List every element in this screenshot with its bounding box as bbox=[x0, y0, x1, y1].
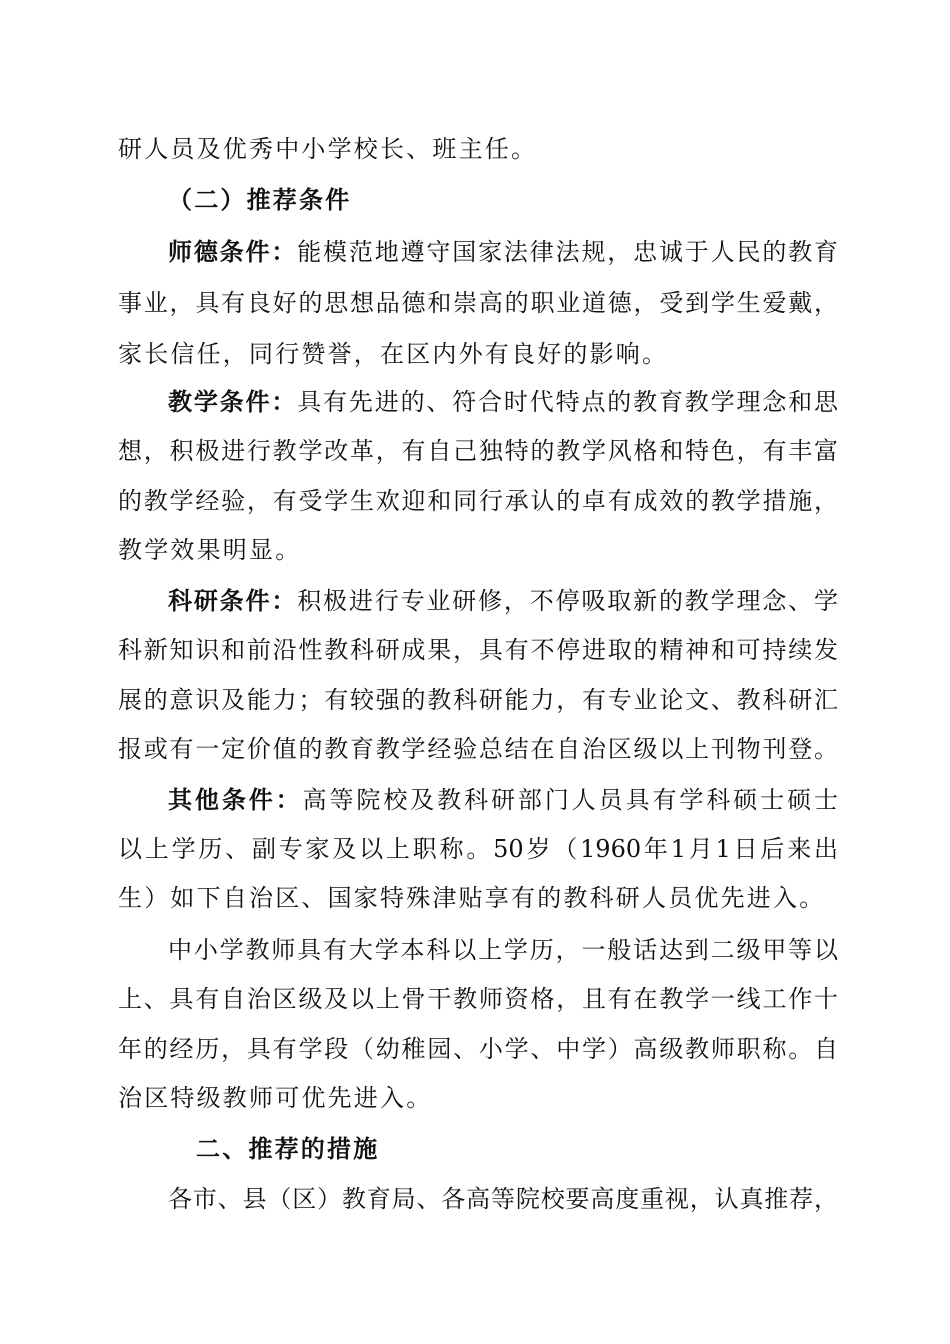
text-span: 研人员及优秀中小学校长、班主任。 bbox=[118, 135, 538, 163]
text-span: 高等院校及教科研部门人员具有学科硕士硕士 bbox=[302, 786, 839, 814]
text-span: 教学效果明显。 bbox=[118, 536, 302, 564]
paragraph-line bbox=[168, 236, 838, 268]
text-span: 展的意识及能力；有较强的教科研能力，有专业论文、教科研汇 bbox=[118, 686, 838, 714]
paragraph-line bbox=[168, 784, 838, 816]
paragraph-line bbox=[118, 983, 838, 1015]
heading-text: （二）推荐条件 bbox=[168, 186, 352, 214]
text-span: 中小学教师具有大学本科以上学历，一般话达到二级甲等以 bbox=[168, 936, 838, 964]
paragraph-lead: 科研条件： bbox=[168, 587, 298, 615]
text-span: 治区特级教师可优先进入。 bbox=[118, 1084, 433, 1112]
text-span: 科新知识和前沿性教科研成果，具有不停进取的精神和可持续发 bbox=[118, 636, 838, 664]
text-span: 想，积极进行教学改革，有自己独特的教学风格和特色，有丰富 bbox=[118, 437, 838, 465]
paragraph-line bbox=[168, 934, 838, 966]
text-span: 以上学历、副专家及以上职称。50岁（1960年1月1日后来出 bbox=[118, 835, 838, 863]
section-heading bbox=[196, 1133, 796, 1165]
paragraph-line bbox=[118, 1082, 838, 1114]
paragraph-line bbox=[118, 485, 838, 517]
text-span: 家长信任，同行赞誉，在区内外有良好的影响。 bbox=[118, 340, 669, 368]
paragraph-line bbox=[118, 733, 838, 765]
section-heading bbox=[168, 184, 838, 216]
paragraph-line bbox=[118, 882, 838, 914]
text-span: 能模范地遵守国家法律法规，忠诚于人民的教育 bbox=[297, 238, 839, 266]
paragraph-line bbox=[168, 386, 838, 418]
paragraph-lead: 教学条件： bbox=[168, 388, 298, 416]
paragraph-line bbox=[118, 634, 838, 666]
text-span: 事业，具有良好的思想品德和崇高的职业道德，受到学生爱戴， bbox=[118, 289, 838, 317]
paragraph-line bbox=[168, 1183, 838, 1215]
paragraph-line bbox=[118, 287, 838, 319]
text-span: 报或有一定价值的教育教学经验总结在自治区级以上刊物刊登。 bbox=[118, 735, 838, 763]
text-line bbox=[118, 133, 838, 165]
text-span: 各市、县（区）教育局、各高等院校要高度重视，认真推荐， bbox=[168, 1185, 838, 1213]
text-span: 上、具有自治区级及以上骨干教师资格，且有在教学一线工作十 bbox=[118, 985, 838, 1013]
paragraph-lead: 其他条件： bbox=[168, 786, 303, 814]
text-span: 生）如下自治区、国家特殊津贴享有的教科研人员优先进入。 bbox=[118, 884, 826, 912]
heading-text: 二、推荐的措施 bbox=[196, 1135, 380, 1163]
paragraph-line bbox=[118, 338, 838, 370]
paragraph-lead: 师德条件： bbox=[168, 238, 298, 266]
paragraph-line bbox=[118, 1033, 838, 1065]
text-span: 的教学经验，有受学生欢迎和同行承认的卓有成效的教学措施， bbox=[118, 487, 838, 515]
paragraph-line bbox=[118, 534, 838, 566]
paragraph-line bbox=[118, 833, 838, 865]
paragraph-line bbox=[118, 684, 838, 716]
paragraph-line bbox=[168, 585, 838, 617]
text-span: 积极进行专业研修，不停吸取新的教学理念、学 bbox=[297, 587, 839, 615]
text-span: 具有先进的、符合时代特点的教育教学理念和思 bbox=[297, 388, 839, 416]
paragraph-line bbox=[118, 435, 838, 467]
text-span: 年的经历，具有学段（幼稚园、小学、中学）高级教师职称。自 bbox=[118, 1035, 838, 1063]
